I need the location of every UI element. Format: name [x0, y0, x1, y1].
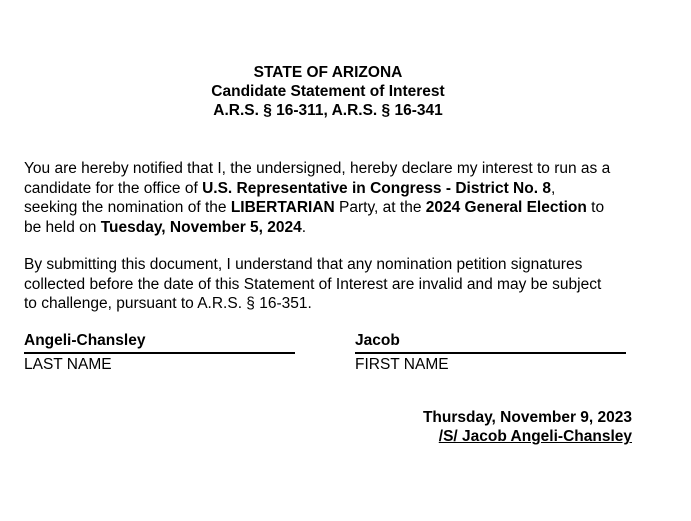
acknowledgement-paragraph — [24, 255, 644, 314]
last-name-field — [24, 331, 295, 375]
declaration-text: , — [550, 179, 556, 197]
office-sought: U.S. Representative in Congress - District No. 8 — [202, 179, 551, 197]
state-heading: STATE OF ARIZONA — [253, 64, 403, 81]
last-name-label: LAST NAME — [24, 356, 112, 373]
first-name-field — [355, 331, 626, 375]
declaration-line — [24, 159, 644, 179]
declaration-text: Party, at the — [334, 199, 426, 216]
declaration-text: You are hereby notified that I, the undersigned, hereby declare my interest to run as a — [24, 160, 611, 177]
declaration-text: be held on — [24, 218, 101, 236]
declaration-line — [24, 218, 644, 238]
declaration-text: to — [586, 199, 605, 216]
document-title: Candidate Statement of Interest — [211, 83, 445, 100]
electronic-signature: /S/ Jacob Angeli-Chansley — [438, 428, 632, 445]
signature-block — [423, 408, 632, 446]
statute-reference: A.R.S. § 16-311, A.R.S. § 16-341 — [213, 102, 443, 119]
declaration-text: . — [301, 218, 307, 236]
declaration-line — [24, 198, 644, 218]
declaration-text: candidate for the office of — [24, 179, 203, 197]
acknowledgement-line: By submitting this document, I understand that any nomination petition signatures — [24, 256, 583, 273]
declaration-text: seeking the nomination of the — [24, 199, 231, 216]
document-header — [0, 63, 656, 120]
last-name-value: Angeli-Chansley — [24, 331, 295, 354]
declaration-paragraph — [24, 159, 644, 237]
election-date: Tuesday, November 5, 2024 — [100, 218, 302, 236]
first-name-value: Jacob — [355, 331, 626, 354]
first-name-label: FIRST NAME — [355, 356, 449, 373]
acknowledgement-line: to challenge, pursuant to A.R.S. § 16-351. — [24, 295, 312, 312]
party-name: LIBERTARIAN — [230, 199, 335, 216]
signature-date: Thursday, November 9, 2023 — [422, 409, 632, 426]
acknowledgement-line: collected before the date of this Statement of Interest are invalid and may be subject — [24, 275, 602, 293]
election-name: 2024 General Election — [425, 199, 587, 216]
declaration-line — [24, 179, 644, 199]
